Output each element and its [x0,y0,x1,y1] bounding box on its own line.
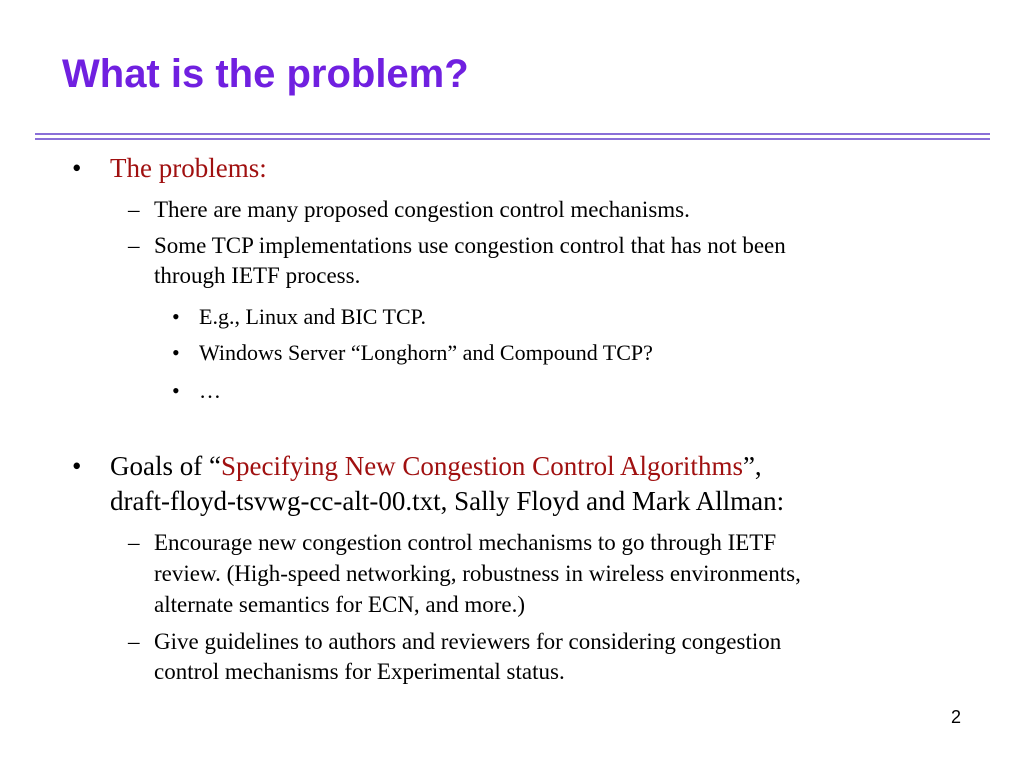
goals-heading-line-1 [110,451,762,482]
goal-item-1-line-2: review. (High-speed networking, robustness in wireless environments, [154,561,801,586]
problem-item-1: There are many proposed congestion control mechanisms. [154,197,690,222]
page-number: 2 [951,707,962,727]
sub-bullet-marker: • [172,304,180,329]
bullet-marker: • [72,153,82,183]
dash-marker: – [128,629,140,654]
sub-bullet-marker: • [172,340,180,365]
dash-marker: – [128,530,140,555]
goal-item-2-line-2: control mechanisms for Experimental status. [154,659,565,684]
goals-heading-line-2: draft-floyd-tsvwg-cc-alt-00.txt, Sally Floyd and Mark Allman: [110,486,785,516]
sub-bullet-marker: • [172,378,180,403]
title-divider-top [35,133,990,135]
problem-item-2-line-2: through IETF process. [154,263,361,288]
goal-item-2-line-1: Give guidelines to authors and reviewers for considering congestion [154,629,782,654]
draft-title: Specifying New Congestion Control Algorithms [220,451,743,481]
goal-item-1-line-1: Encourage new congestion control mechanisms to go through IETF [154,530,777,555]
dash-marker: – [128,233,140,258]
goal-item-1-line-3: alternate semantics for ECN, and more.) [154,592,526,617]
bullet-marker: • [72,451,82,481]
example-item-linux: E.g., Linux and BIC TCP. [199,304,426,329]
dash-marker: – [128,197,140,222]
example-item-ellipsis: … [199,378,221,403]
goals-suffix: ”, [742,451,762,481]
example-item-windows: Windows Server “Longhorn” and Compound TCP? [199,340,653,365]
slide-title: What is the problem? [62,52,469,96]
problem-item-2-line-1: Some TCP implementations use congestion control that has not been [154,233,786,258]
goals-prefix: Goals of “ [110,451,221,481]
title-divider-bottom [35,138,990,140]
bullet-problems-heading: The problems: [110,153,267,183]
